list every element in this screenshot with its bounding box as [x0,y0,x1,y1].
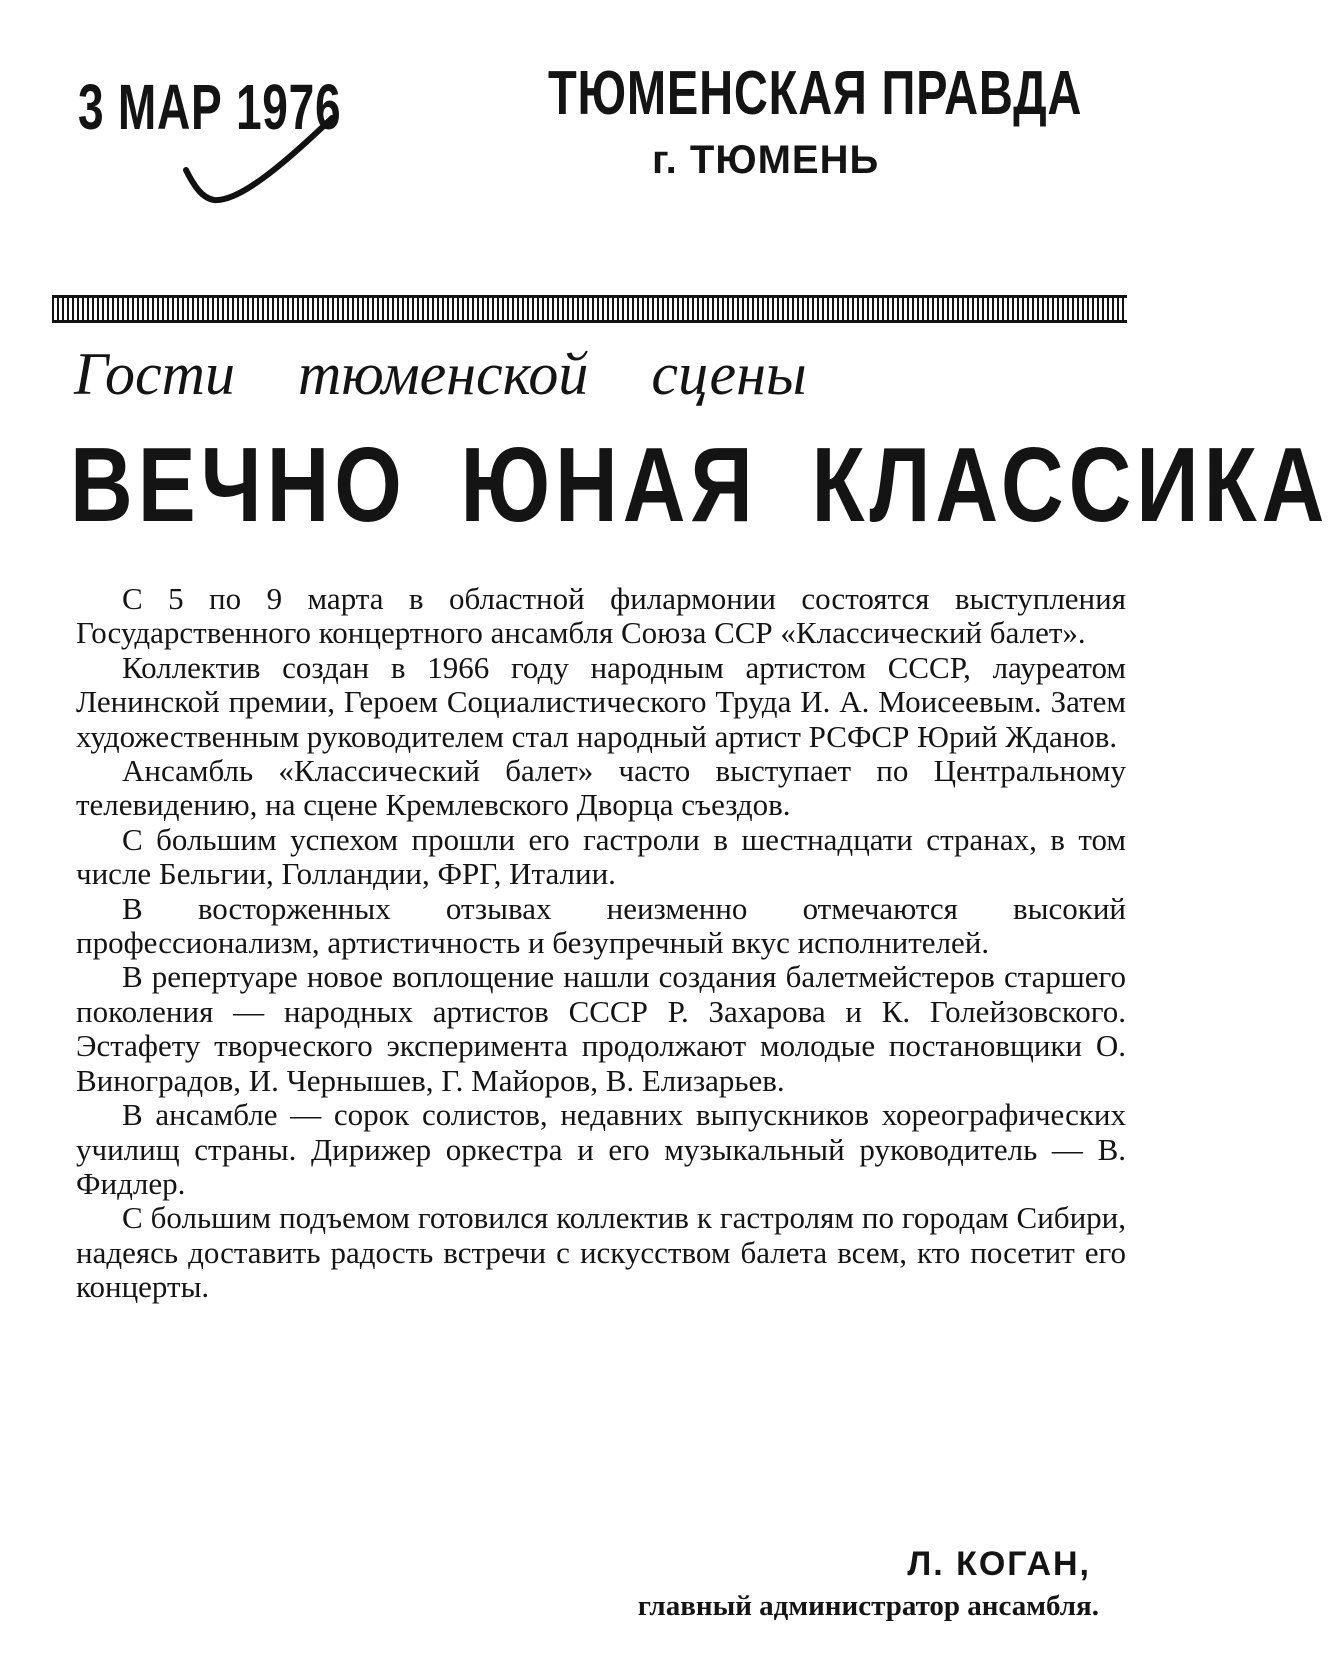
checkmark-icon [180,112,340,212]
author-title: главный администратор ансамбля. [637,1590,1099,1622]
paragraph: В ансамбле — сорок солистов, недавних выпускников хореографических училищ страны. Дирижер оркестра и его музыкальный руководитель — В. Фидлер. [76,1097,1126,1201]
stamp-newspaper-name: ТЮМЕНСКАЯ ПРАВДА [548,59,1083,128]
paragraph: Коллектив создан в 1966 году народным артистом СССР, лауреатом Ленинской премии, Героем Социалистического Труда И. А. Моисеевым. Затем художественным руководителем стал народный артист РСФСР Юрий Жданов. [76,649,1126,754]
rubric-title: Гости тюменской сцены [74,341,807,407]
decorative-rule [52,295,1127,323]
paragraph: С большим успехом прошли его гастроли в шестнадцати странах, в том числе Бельгии, Голландии, ФРГ, Италии. [76,821,1126,892]
author-name: Л. КОГАН, [907,1545,1091,1583]
paragraph: Ансамбль «Классический балет» часто выступает по Центральному телевидению, на сцене Кремлевского Дворца съездов. [76,753,1126,823]
headline: ВЕЧНО ЮНАЯ КЛАССИКА [70,426,1329,544]
paragraph: В репертуаре новое воплощение нашли создания балетмейстеров старшего поколения — народных артистов СССР Р. Захарова и К. Голейзовского. Эстафету творческого эксперимента продолжают молодые постановщики О. Виноградов, И. Чернышев, Г. Майоров, В. Елизарьев. [76,959,1126,1098]
paragraph: С 5 по 9 марта в областной филармонии состоятся выступления Государственного концертного ансамбля Союза ССР «Классический балет». [76,581,1126,651]
article-body [76,582,1126,1305]
paragraph: В восторженных отзывах неизменно отмечаются высокий профессионализм, артистичность и безупречный вкус исполнителей. [76,890,1126,961]
paragraph: С большим подъемом готовился коллектив к гастролям по городам Сибири, надеясь доставить радость встречи с искусством балета всем, кто посетит его концерты. [76,1200,1126,1305]
stamp-date: 3 МАР 1976 [78,71,342,143]
stamp-city: г. ТЮМЕНЬ [652,138,880,182]
